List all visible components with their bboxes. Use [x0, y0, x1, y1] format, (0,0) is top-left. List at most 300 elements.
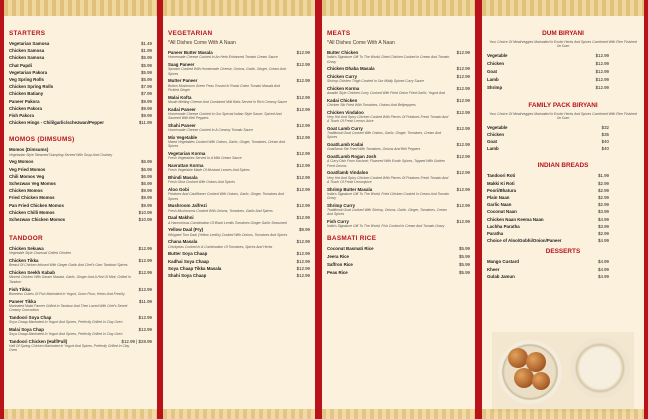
- item-name: Veg Fried Momos: [9, 166, 46, 172]
- item-description: India's Signature Gift To The World, Fried Chicken Cooked In Cream And Tomato Gravy: [327, 191, 449, 201]
- item-price: $1.99: [598, 173, 609, 179]
- menu-item: [9, 187, 152, 194]
- menu-item: [487, 216, 639, 223]
- item-description: Button Mushroom Green Peas Tossed In Roast Onion Tomato Masala And Pickled Ginger: [168, 83, 280, 92]
- menu-item: [9, 76, 152, 83]
- item-price: $12.99: [138, 286, 152, 292]
- item-name: Vegetarian Samosa: [9, 41, 50, 46]
- item-description: Boneless Cubes Of Fish Marinated In Yogurt, Gram Flour, Herbs And Freshly: [9, 291, 125, 296]
- menu-item: [327, 202, 470, 209]
- item-price: $5.99: [459, 253, 470, 259]
- item-price: $12.99: [595, 52, 609, 58]
- item-name: Chili Momos Veg: [9, 173, 45, 179]
- item-description: Soya Chaap Marinated In Yogurt And Spices, Perfectly Grilled In Clay Oven: [9, 332, 123, 337]
- item-description: Minced Chicken With Garam Masala, Garlic, Ginger And A Hint Of Mint, Grilled In Tandoor: [9, 275, 131, 284]
- item-price: $2.99: [598, 187, 609, 193]
- menu-item: [487, 266, 639, 273]
- item-name: Schezwan Chicken Momos: [9, 217, 66, 223]
- item-description: Shrimp Chicken Thigh Cooked In Our Mildly Spiced Curry Sauce: [327, 78, 425, 83]
- item-name: Chicken Pakora: [9, 105, 42, 111]
- item-price: $12.99: [456, 219, 470, 225]
- menu-item: [9, 105, 152, 112]
- basmati-title: BASMATI RICE: [327, 234, 377, 242]
- basmati-list: [327, 245, 470, 277]
- item-price: $12.99: [456, 50, 470, 55]
- item-price: $5.99: [459, 245, 470, 251]
- item-name: Peas Rice: [327, 269, 348, 275]
- item-price: $5.99: [141, 55, 152, 61]
- item-price: $9.99: [141, 188, 152, 194]
- item-price: $12.99: [595, 60, 609, 66]
- item-price: $5.99: [141, 77, 152, 83]
- item-name: Vegetable: [487, 52, 508, 58]
- item-price: $4.99: [598, 273, 609, 279]
- item-name: Lamb: [487, 76, 499, 82]
- item-name: Chicken Samosa: [9, 55, 45, 61]
- item-name: Shrimp Butter Masala: [327, 186, 373, 192]
- meats-title: MEATS: [327, 30, 351, 37]
- menu-item: [168, 226, 310, 233]
- menu-item: [487, 138, 639, 145]
- item-price: $12.99: [296, 106, 310, 112]
- item-name: Chicken Chilli Momos: [9, 209, 55, 215]
- menu-item: [9, 173, 152, 180]
- item-name: Chicken: [487, 131, 505, 137]
- menu-item: [168, 214, 310, 221]
- item-price: $12.99: [296, 122, 310, 128]
- menu-item: [9, 338, 152, 345]
- meats-list: [327, 49, 470, 229]
- item-name: Mix Vegetable: [168, 134, 198, 140]
- item-name: Veg Spring Rolls: [9, 77, 44, 83]
- item-description: Traditional Goat Cooked With Shrimp, Onions, Garlic, Ginger, Tomatoes, Cream And Spices: [327, 208, 447, 217]
- menu-item: [487, 273, 639, 280]
- menu-item: [9, 269, 152, 276]
- item-price: $10.99: [138, 209, 152, 215]
- menu-item: [327, 261, 470, 269]
- item-description: Homemade Cheese Cooked In An Herb Enhanced Tomato Cream Sauce: [168, 55, 278, 60]
- dum-biryani-desc: Your Choice Of Meat/veggies Marinated In Exotic Herbs And Spices Combined With Rice Finished On Dum: [489, 40, 637, 49]
- menu-item: [487, 76, 639, 84]
- item-name: Chicken Vindaloo: [327, 109, 364, 115]
- item-price: $12.99: [456, 202, 470, 208]
- item-price: $2.99: [598, 231, 609, 237]
- item-price: $9.99: [141, 105, 152, 111]
- item-name: Shrimp Curry: [327, 202, 356, 208]
- menu-item: [327, 153, 470, 160]
- item-price: $12.99: [296, 94, 310, 100]
- menu-item: [487, 124, 639, 131]
- menu-item: [487, 187, 639, 194]
- item-description: Soya Chaap Marinated In Yogurt And Spices, Perfectly Grilled In Clay Oven: [9, 320, 123, 325]
- menu-item: [168, 265, 310, 272]
- menu-item: [168, 250, 310, 257]
- menu-item: [327, 109, 470, 116]
- item-price: $4.99: [598, 238, 609, 244]
- item-price: $9.99: [299, 227, 310, 233]
- item-name: Veg Momos: [9, 159, 34, 165]
- item-name: Bhindi Masala: [168, 175, 198, 181]
- panel-starters: [4, 0, 157, 419]
- item-description: Breast Of Chicken Infused With Ginger Garlic And Chef's Own Tandoori Spices: [9, 263, 128, 268]
- item-name: Paneer Tikka: [9, 298, 37, 304]
- menu-item: [487, 201, 639, 208]
- item-price: $12.99: [595, 84, 609, 90]
- item-name: Malai Kofta: [168, 94, 192, 100]
- tandoor-list: [9, 245, 152, 352]
- menu-item: [168, 186, 310, 193]
- item-name: Lamb: [487, 146, 499, 152]
- item-name: Coconut Naan: [487, 209, 517, 215]
- item-description: Fresh Vegetables Served In A Mild Cream Sauce: [168, 156, 242, 161]
- breads-list: [487, 172, 639, 244]
- item-name: Fish Tikka: [9, 286, 31, 292]
- menu-item: [327, 253, 470, 261]
- starters-title: STARTERS: [9, 30, 46, 37]
- item-description: Very Hot And Spicy Chicken Cooked With Pieces Of Potatoes Fresh Tomato And A Touch Of Fresh Lemonjuice: [327, 175, 449, 184]
- item-name: Tandoori Soya Chap: [9, 314, 52, 320]
- menu-item: [9, 90, 152, 97]
- item-price: $4.99: [598, 266, 609, 272]
- menu-item: [9, 216, 152, 223]
- item-price: $6.99: [141, 166, 152, 172]
- menu-item: [9, 54, 152, 61]
- menu-item: [9, 47, 152, 54]
- vegetarian-note: *All Dishes Come With A Naan: [168, 40, 236, 46]
- item-price: $12.99: [456, 97, 470, 103]
- menu-item: [168, 122, 310, 129]
- item-price: $11.99: [138, 120, 152, 126]
- menu-item: [487, 68, 639, 76]
- menu-item: [487, 237, 639, 244]
- item-name: Paneer Butter Masala: [168, 50, 213, 55]
- item-name: Chicken: [487, 60, 505, 66]
- menu-item: [487, 60, 639, 68]
- menu-item: [9, 158, 152, 165]
- item-price: $40: [601, 146, 609, 152]
- item-price: $32: [601, 124, 609, 130]
- item-price: $12.99: [296, 187, 310, 193]
- item-name: Kadai Chicken: [327, 97, 358, 103]
- item-name: Yellow Daal (Fry): [168, 227, 204, 233]
- item-price: $2.99: [598, 202, 609, 208]
- menu-item: [168, 106, 310, 113]
- menu-item: [327, 73, 470, 80]
- menu-item: [9, 112, 152, 119]
- menu-item: [9, 298, 152, 305]
- item-price: $35: [601, 131, 609, 137]
- item-name: Gulab Jamun: [487, 273, 515, 279]
- menu-item: [487, 223, 639, 230]
- item-price: $11.99: [138, 298, 152, 304]
- item-name: Momos (Dimsums): [9, 147, 49, 153]
- dessert-image: [492, 332, 634, 412]
- item-name: Kheer: [487, 266, 500, 272]
- item-name: Plain Naan: [487, 195, 510, 201]
- item-description: India's Signature Gift To The World, Dried Chicken Cooked In Cream And Tomato Gravy: [327, 55, 450, 64]
- item-price: $1.49: [141, 41, 152, 46]
- item-description: Very Hot And Spicy Chicken Cooked With Pieces Of Potatoes Fresh Tomato And A Touch Of Fresh Lemon Juice: [327, 114, 449, 123]
- panel-meats: [322, 0, 475, 419]
- vegetarian-list: [168, 49, 310, 279]
- item-name: Chicken Batiany: [9, 91, 44, 97]
- menu-item: [327, 269, 470, 277]
- item-price: $12.99: [456, 85, 470, 91]
- item-price: $12.99: [138, 270, 152, 276]
- item-name: Butter Chicken: [327, 50, 359, 55]
- family-biryani-desc: Your Choice Of Meat/veggies Marinated In Exotic Herbs And Spices Combined With Rice Finished On Dum: [489, 111, 637, 121]
- item-name: Poori/Bhatura: [487, 187, 517, 193]
- item-name: Vegetarian Pakora: [9, 69, 48, 75]
- menu-item: [487, 172, 639, 179]
- item-description: Fresh Mushrooms Cooked With Onions, Tomatoes, Garlic And Spices: [168, 208, 273, 213]
- menu-item: [487, 131, 639, 138]
- item-description: Whipped Toor Daal (Yellow Lentils) Cooked With Onions, Tomatoes And Spices: [168, 232, 288, 237]
- menu-item: [327, 49, 470, 56]
- menu-item: [168, 134, 310, 141]
- menu-item: [9, 194, 152, 201]
- item-price: $12.99: [296, 239, 310, 245]
- item-name: Daal Makhni: [168, 215, 194, 221]
- item-description: Vegetable Style Charcoal Grilled Chicken: [9, 251, 72, 256]
- item-description: Vegetarian Style Steamed Dumpling Served With Soup And Chutney: [9, 152, 113, 157]
- item-name: Chicken Sekuwa: [9, 246, 44, 252]
- item-name: Garlic Naan: [487, 202, 512, 208]
- menu-item: [9, 245, 152, 252]
- starters-list: [9, 40, 152, 126]
- item-name: Mutter Paneer: [168, 78, 198, 84]
- menu-item: [9, 202, 152, 209]
- item-price: $12.99: [296, 265, 310, 271]
- item-name: Goat/lamb Vindaloo: [327, 170, 369, 176]
- item-price: $6.99: [141, 173, 152, 179]
- item-price: $12.99: [296, 151, 310, 157]
- family-biryani-title: FAMILY PACK BIRYANI: [528, 101, 598, 109]
- item-description: Goat/lamb Stir Fried With Tomatoes, Onions And Bell Peppers: [327, 147, 421, 152]
- menu-item: [327, 169, 470, 176]
- item-description: Awadhi Style Chicken Curry Cooked With Fried Onion Fried Garlic, Yogurt And: [327, 90, 445, 95]
- desserts-title: DESSERTS: [545, 248, 581, 256]
- menu-item: [327, 85, 470, 92]
- item-name: Kadai Paneer: [168, 106, 196, 112]
- menu-item: [168, 272, 310, 279]
- vegetarian-title: VEGETARIAN: [168, 30, 213, 37]
- menu-item: [9, 257, 152, 264]
- item-name: Chicken Korma: [327, 85, 360, 91]
- item-price: $12.99: [138, 326, 152, 332]
- item-name: Chicken Spring Rolls: [9, 84, 54, 90]
- item-name: Lachha Paratha: [487, 223, 520, 229]
- item-price: $12.99: [296, 175, 310, 181]
- item-price: $2.99: [598, 180, 609, 186]
- item-price: $12.99: [456, 66, 470, 72]
- item-price: $12.99: [456, 125, 470, 131]
- menu-item: [487, 84, 639, 92]
- item-name: Fish Curry: [327, 219, 349, 225]
- item-name: Vegetarian Korma: [168, 151, 206, 157]
- menu-item: [168, 49, 310, 56]
- item-price: $12.99: [296, 203, 310, 209]
- menu-item: [487, 145, 639, 152]
- item-name: Coconut Basmati Rice: [327, 245, 374, 251]
- meats-note: *All Dishes Come With A Naan: [327, 40, 395, 46]
- item-price: $12.99: [296, 134, 310, 140]
- menu-item: [9, 180, 152, 187]
- item-name: Goat/Lamb Rogan Josh: [327, 154, 377, 160]
- item-name: Goat/Lamb Kadai: [327, 142, 364, 148]
- item-price: $12.99: [296, 62, 310, 67]
- menu-item: [487, 230, 639, 237]
- item-name: Goat: [487, 139, 498, 145]
- menu-item: [9, 69, 152, 76]
- item-name: Chicken Seekh Kabab: [9, 270, 55, 276]
- item-price: $12.99: [296, 251, 310, 257]
- item-description: Mixed Vegetables Cooked With Onions, Garlic, Ginger, Tomatoes, Cream And Spices: [168, 140, 285, 149]
- item-name: Navrattan Korma: [168, 163, 204, 169]
- item-price: $4.99: [598, 259, 609, 265]
- item-price: $12.99: [138, 246, 152, 252]
- item-description: Homemade Cheese Cooked In Our Special Indian Style Sauce, Spiced And Sauteed With Bell Peppers: [168, 111, 282, 121]
- item-name: Chana Masala: [168, 239, 198, 245]
- item-name: Goat Lamb Curry: [327, 125, 363, 131]
- item-price: $2.99: [598, 195, 609, 201]
- item-name: Chicken Naan Keema Naan: [487, 216, 544, 222]
- item-name: Tandoori Chicken (Half/Full): [9, 338, 68, 344]
- item-price: $40: [601, 139, 609, 145]
- menu-item: [487, 194, 639, 201]
- item-name: Choice of Aloo/Gobhi/Onion/Paneer: [487, 238, 562, 244]
- item-description: Chickpeas Cooked In A Combination Of Tomatoes, Spices And Herbs: [168, 244, 273, 249]
- menu-item: [168, 202, 310, 209]
- item-name: Kadhai Soya Chaap: [168, 258, 209, 264]
- item-price: $9.99: [141, 202, 152, 208]
- item-price: $9.99: [141, 113, 152, 119]
- item-description: Marinated Malai Paneer Grilled In Tandoor And Then Laced With Chef's Secret Creamy Concoction: [9, 303, 128, 313]
- item-price: $6.99: [141, 159, 152, 165]
- item-price: $12.99: [456, 186, 470, 192]
- item-name: Goat: [487, 68, 498, 74]
- menu-item: [9, 166, 152, 173]
- item-description: Half Of Spring Chicken Marinated In Yogurt And Spices, Perfectly Grilled In Clay Oven: [9, 344, 130, 353]
- item-name: Chicken Dhaba Masala: [327, 66, 375, 72]
- item-price: $3.99: [598, 209, 609, 215]
- item-price: $10.99: [138, 217, 152, 223]
- item-description: Mouth Melting Cheese And Combined Milk Balls Served In Rich Creamy Sauce: [168, 99, 287, 104]
- item-price: $5.99: [141, 69, 152, 75]
- item-price: $12.99: [456, 73, 470, 79]
- item-description: Potatoes And Cauliflower Cooked With Onions, Garlic, Ginger, Tomatoes And Spices: [168, 192, 285, 201]
- menu-item: [168, 77, 310, 84]
- item-price: $12.99: [456, 154, 470, 160]
- desserts-list: [487, 258, 639, 280]
- item-name: Paneer Pakora: [9, 98, 40, 104]
- menu-item: [327, 141, 470, 148]
- item-name: Jeera Rice: [327, 253, 349, 259]
- item-name: Aloo Gobi: [168, 187, 189, 193]
- menu-item: [487, 180, 639, 187]
- menu-item: [168, 238, 310, 245]
- menu-item: [9, 98, 152, 105]
- item-price: $9.99: [141, 195, 152, 201]
- item-description: Spinach Cooked With Homemade Cheese, Onions, Garlic, Ginger, Cream And Spices: [168, 67, 286, 76]
- menu-item: [9, 83, 152, 90]
- menu-item: [9, 209, 152, 216]
- tandoor-title: TANDOOR: [9, 235, 43, 243]
- momos-list: [9, 146, 152, 223]
- menu-item: [9, 326, 152, 333]
- menu-item: [9, 314, 152, 321]
- item-price: $12.99: [296, 258, 310, 264]
- menu-item: [327, 245, 470, 253]
- menu-item: [168, 150, 310, 157]
- item-description: A Curry Dish From Kashmir, Flavored With Exotic Spices, Topped With Golden Fried Onions: [327, 159, 445, 168]
- item-name: Shahi Soya Chaap: [168, 273, 207, 279]
- menu-item: [9, 62, 152, 69]
- item-name: Saffron Rice: [327, 261, 353, 267]
- item-name: Fried Chicken Momos: [9, 195, 55, 201]
- menu-item: [9, 40, 152, 47]
- item-price: $12.99: [138, 314, 152, 320]
- item-price: $7.99: [141, 91, 152, 97]
- item-price: $9.99: [141, 98, 152, 104]
- item-price: $12.99: [296, 78, 310, 84]
- item-name: Shahi Paneer: [168, 122, 196, 128]
- breads-title: INDIAN BREADS: [537, 162, 589, 170]
- menu-item: [168, 258, 310, 265]
- item-description: Fresh Vegetable Made Of Mustard Leaves And Spices: [168, 168, 250, 173]
- menu-item: [327, 97, 470, 104]
- item-price: $12.99: [296, 215, 310, 221]
- menu-item: [487, 258, 639, 265]
- item-name: Shrimp: [487, 84, 503, 90]
- item-name: Chicken Hings - Chili/garlic/schezwan/Pepper: [9, 120, 104, 126]
- panel-vegetarian: [163, 0, 315, 419]
- item-price: $5.99: [459, 261, 470, 267]
- item-price: $12.99: [456, 170, 470, 176]
- item-name: Fish Pakora: [9, 113, 34, 119]
- menu-item: [9, 286, 152, 293]
- item-name: Paratha: [487, 231, 504, 237]
- item-price: $12.99: [456, 109, 470, 115]
- item-name: Mango Custard: [487, 259, 519, 265]
- menu-item: [168, 94, 310, 101]
- menu-item: [168, 174, 310, 181]
- item-name: Vegetable: [487, 124, 508, 130]
- item-name: Soya Chaap Tikka Masala: [168, 265, 222, 271]
- menu-item: [168, 162, 310, 169]
- item-name: Schezwan Veg Momos: [9, 181, 56, 187]
- item-name: Chicken Curry: [327, 73, 358, 79]
- item-price: $6.99: [141, 181, 152, 187]
- item-price: $3.99: [598, 223, 609, 229]
- menu-item: [327, 125, 470, 132]
- item-name: Chicken Momos: [9, 188, 43, 194]
- item-description: Fresh Okra Cooked With Onions And Spices: [168, 180, 235, 185]
- item-description: Traditional Goat Cooked With Onions, Garlic, Ginger, Tomatoes, Cream And Spices: [327, 131, 442, 140]
- item-price: $12.99: [138, 258, 152, 264]
- item-name: Saag Paneer: [168, 62, 195, 67]
- item-price: $12.99: [595, 76, 609, 82]
- item-price: $12.99: [296, 50, 310, 55]
- menu-item: [327, 218, 470, 225]
- family-biryani-list: [487, 124, 639, 153]
- menu-item: [327, 65, 470, 72]
- item-description: A Harmonious Combination Of Black Lentils Tomatoes Ginger Garlic Seasoned: [168, 220, 287, 225]
- item-price: $12.99: [296, 273, 310, 279]
- menu-item: [487, 208, 639, 215]
- item-name: Chicken Samosa: [9, 48, 45, 54]
- item-price: $4.99: [598, 216, 609, 222]
